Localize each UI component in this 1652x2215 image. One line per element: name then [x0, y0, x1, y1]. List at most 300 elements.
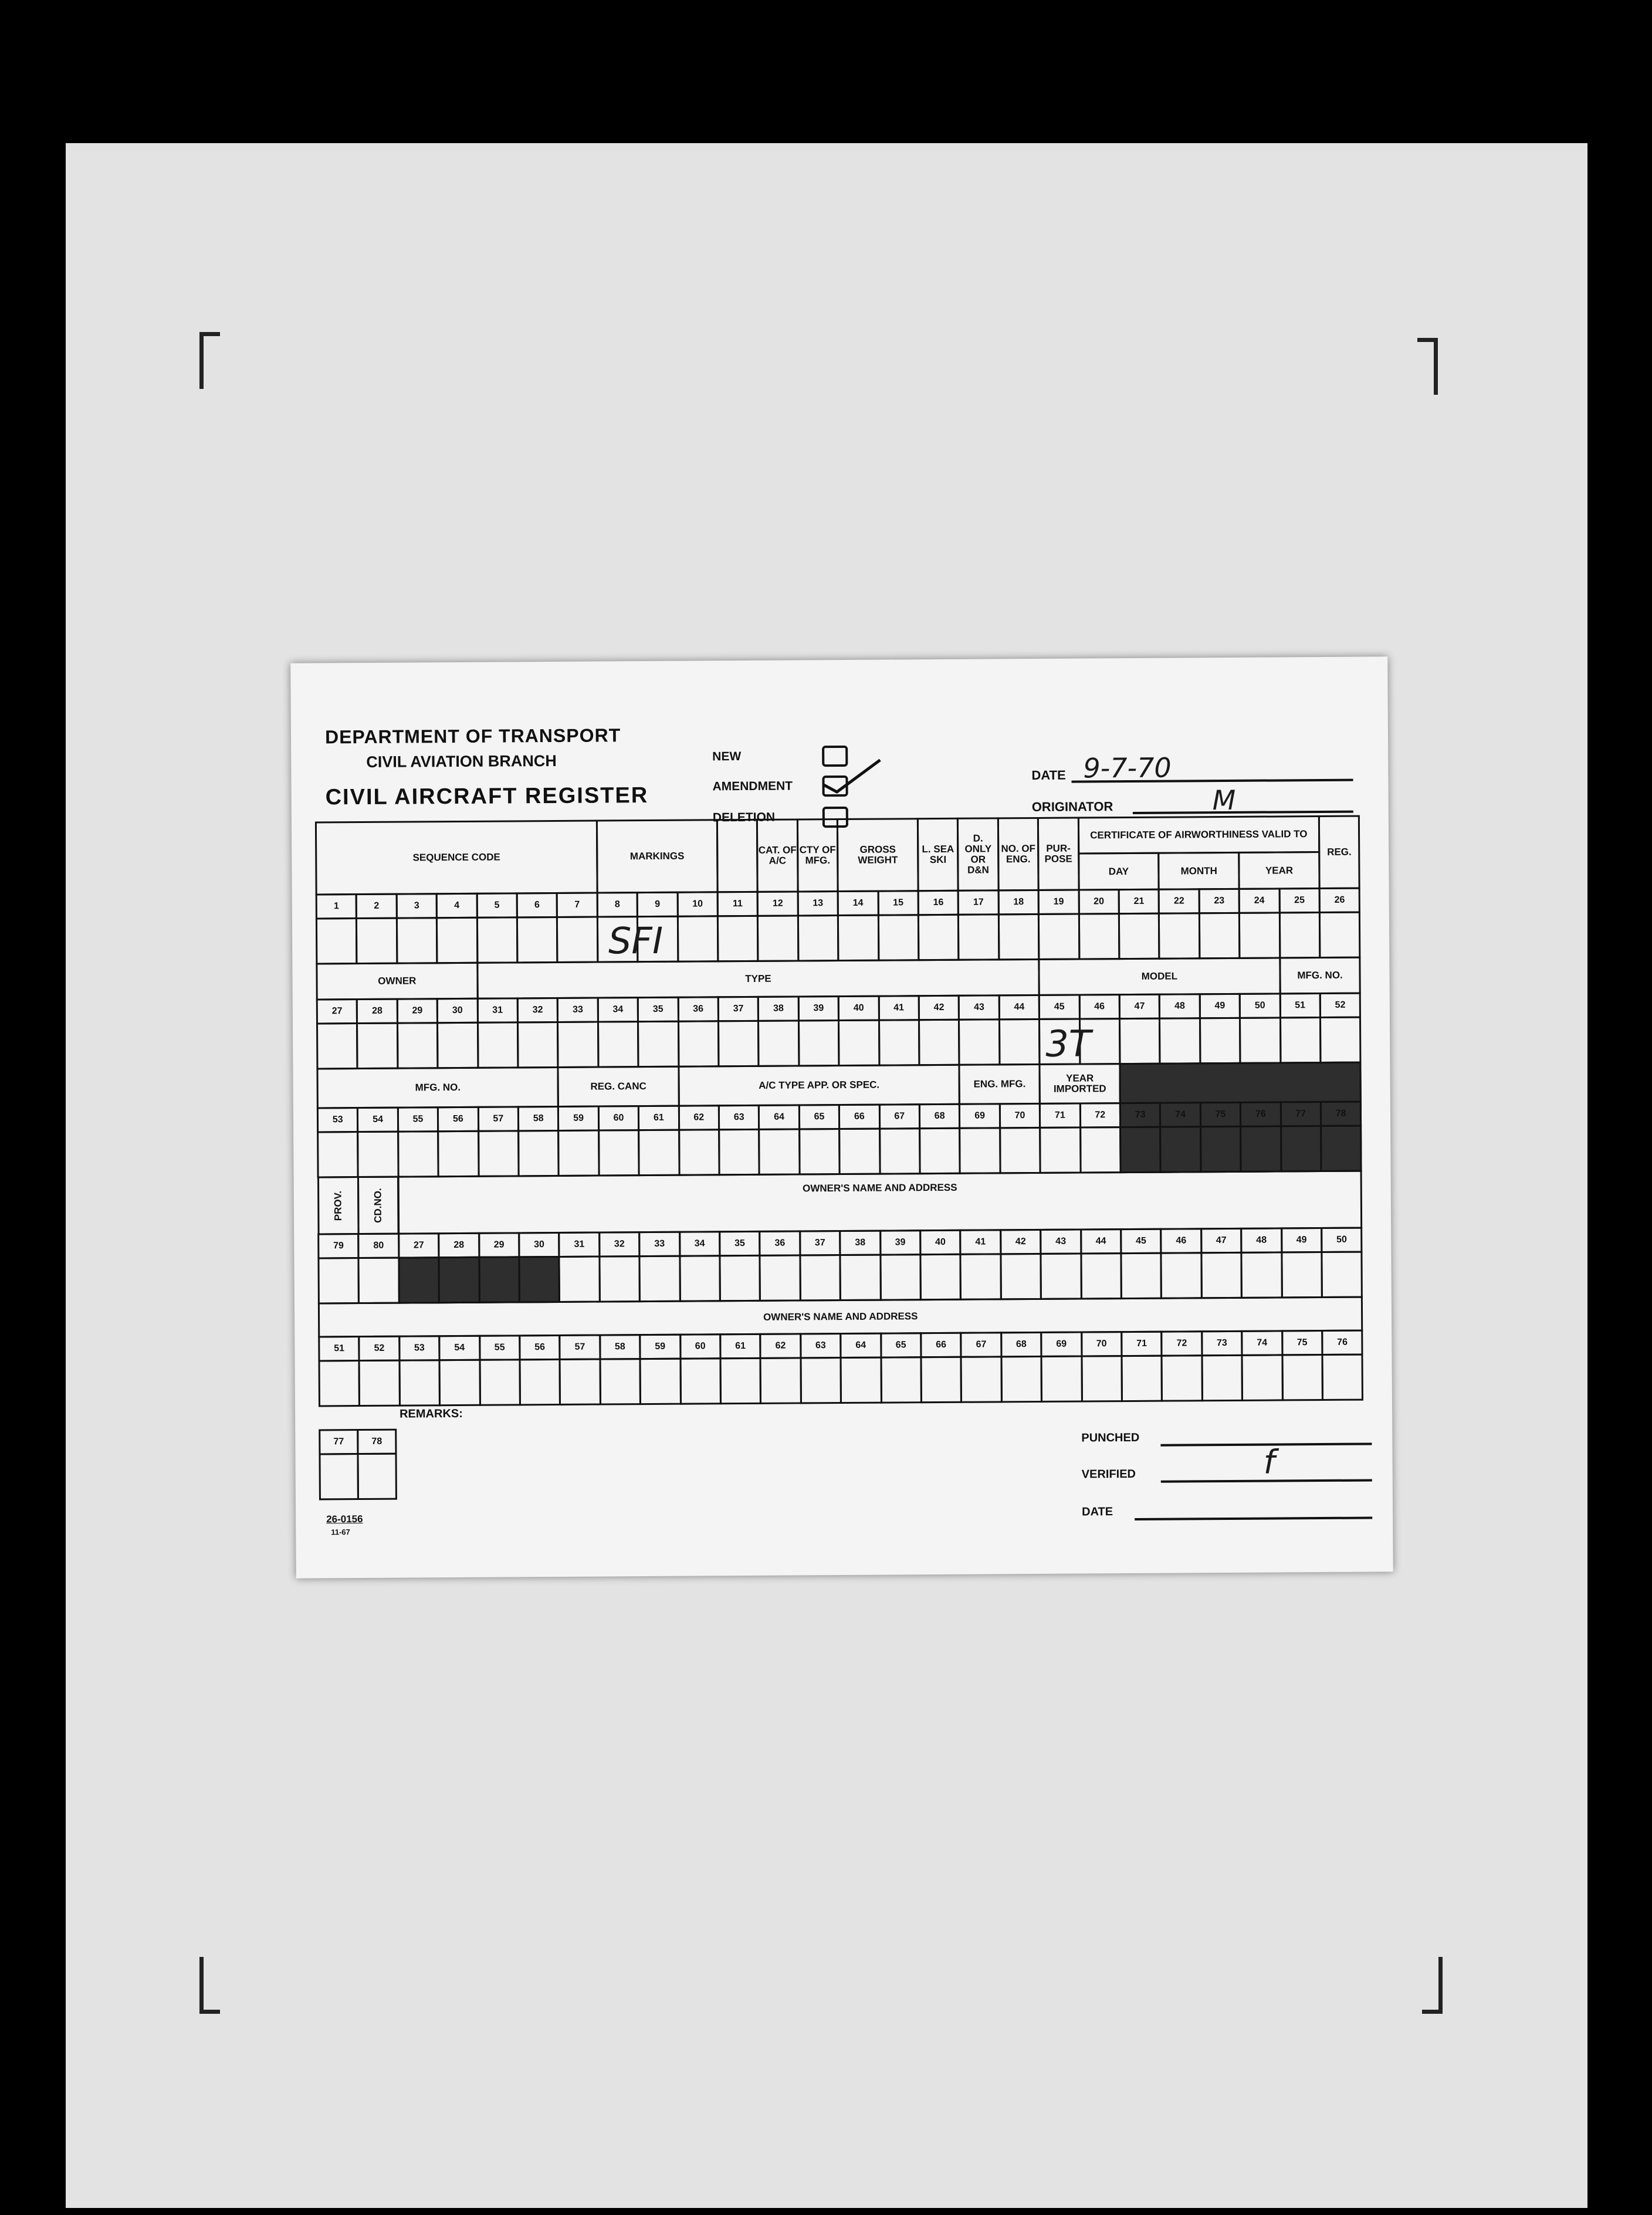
row5-number-col-57: 57: [559, 1335, 601, 1360]
row1-entry-5[interactable]: [476, 916, 518, 963]
row2-entry-22[interactable]: [1159, 1017, 1201, 1064]
row5-entry-20[interactable]: [1081, 1355, 1123, 1402]
row1-number-col-17: 17: [957, 889, 1000, 915]
row2-entry-16[interactable]: [918, 1019, 960, 1066]
row1-entry-2[interactable]: [356, 917, 398, 964]
row3-entry-1[interactable]: [317, 1131, 359, 1178]
row5-number-col-62: 62: [760, 1333, 802, 1359]
row5-entry-22[interactable]: [1161, 1354, 1203, 1401]
row4-entry-11[interactable]: [719, 1255, 761, 1302]
remarks-label: REMARKS:: [400, 1407, 463, 1421]
row5-entry-3[interactable]: [398, 1359, 441, 1406]
header-l-sea-ski: L. SEA SKI: [917, 818, 959, 892]
row5-number-col-61: 61: [719, 1333, 761, 1359]
register-title: CIVIL AIRCRAFT REGISTER: [325, 783, 649, 810]
row4-entry-1[interactable]: [317, 1257, 360, 1304]
row5-entry-25[interactable]: [1281, 1354, 1323, 1401]
row1-entry-11[interactable]: [717, 915, 759, 962]
row2-number-col-29: 29: [397, 998, 439, 1024]
row1-number-col-4: 4: [436, 893, 478, 919]
row4-entry-17[interactable]: [960, 1253, 1002, 1300]
row2-entry-17[interactable]: [958, 1018, 1000, 1065]
row4-number-col-36: 36: [759, 1230, 801, 1256]
box-78: 78: [357, 1429, 397, 1455]
row5-entry-24[interactable]: [1241, 1354, 1284, 1401]
row2-number-col-51: 51: [1279, 993, 1321, 1018]
row5-entry-21[interactable]: [1120, 1355, 1163, 1402]
row4-number-col-50: 50: [1321, 1227, 1363, 1253]
row2-entry-24[interactable]: [1239, 1017, 1281, 1064]
header-cat: CAT. OF A/C: [756, 818, 798, 892]
row5-number-col-68: 68: [1000, 1332, 1042, 1357]
row3-number-col-74: 74: [1159, 1102, 1201, 1127]
row1-entry-4[interactable]: [436, 917, 478, 964]
row5-number-col-74: 74: [1241, 1330, 1283, 1356]
row1-entry-12[interactable]: [757, 915, 799, 961]
row1-entry-19[interactable]: [1038, 913, 1080, 960]
date-label: DATE: [1031, 767, 1066, 783]
row5-entry-26[interactable]: [1321, 1354, 1363, 1401]
row4-number-col-29: 29: [478, 1232, 520, 1258]
row1-entry-24[interactable]: [1238, 912, 1281, 959]
row4-entry-3[interactable]: [398, 1256, 440, 1303]
date-footer-line: [1135, 1503, 1372, 1520]
box-77-entry[interactable]: [319, 1453, 358, 1500]
row5-number-col-56: 56: [519, 1335, 561, 1360]
row3-entry-17[interactable]: [959, 1127, 1001, 1174]
row5-number-col-70: 70: [1081, 1331, 1123, 1357]
row2-number-col-35: 35: [637, 997, 679, 1022]
row3-number-col-54: 54: [357, 1107, 399, 1133]
row2-number-col-33: 33: [557, 997, 599, 1023]
row1-number-col-22: 22: [1158, 888, 1200, 914]
option-amendment-label: AMENDMENT: [712, 779, 793, 794]
row3-entry-13[interactable]: [798, 1128, 841, 1175]
row3-number-col-67: 67: [878, 1103, 920, 1129]
originator-label: ORIGINATOR: [1031, 799, 1113, 815]
row2-entry-4[interactable]: [436, 1022, 479, 1069]
row1-number-col-10: 10: [676, 891, 719, 917]
header-day: DAY: [1078, 852, 1160, 891]
row3-entry-26[interactable]: [1320, 1125, 1362, 1172]
row5-number-col-75: 75: [1281, 1330, 1323, 1356]
row3-entry-21[interactable]: [1119, 1126, 1162, 1173]
header-no-eng: NO. OF ENG.: [997, 817, 1040, 891]
form-number: 26-0156: [326, 1513, 363, 1525]
row1-number-col-12: 12: [757, 890, 799, 916]
row1-entry-3[interactable]: [396, 917, 438, 964]
header-prov: PROV.: [317, 1176, 360, 1235]
row2-number-col-45: 45: [1038, 994, 1081, 1020]
row4-entry-20[interactable]: [1080, 1252, 1122, 1299]
header-sequence-code: SEQUENCE CODE: [315, 820, 598, 896]
row5-number-col-69: 69: [1040, 1332, 1082, 1357]
header-ac-type: A/C TYPE APP. OR SPEC.: [678, 1064, 960, 1107]
box-77: 77: [319, 1429, 358, 1455]
row4-number-col-45: 45: [1120, 1228, 1162, 1254]
row5-entry-9[interactable]: [639, 1358, 682, 1405]
row1-entry-13[interactable]: [797, 915, 839, 961]
row1-entry-26[interactable]: [1319, 912, 1361, 959]
row2-entry-8[interactable]: [597, 1021, 639, 1068]
row3-number-col-60: 60: [598, 1105, 640, 1131]
header-reg-canc: REG. CANC: [557, 1066, 680, 1108]
form-date: 11-67: [331, 1528, 350, 1537]
originator-value: M: [1212, 784, 1236, 817]
row3-number-col-62: 62: [678, 1105, 720, 1130]
row2-entry-15[interactable]: [878, 1019, 920, 1066]
row1-entry-10[interactable]: [676, 915, 719, 962]
row4-number-col-44: 44: [1080, 1228, 1122, 1254]
row2-number-col-49: 49: [1199, 993, 1241, 1019]
handwritten-model: 3T: [1045, 1022, 1091, 1065]
row3-entry-7[interactable]: [558, 1130, 600, 1177]
row3-number-col-71: 71: [1039, 1103, 1081, 1129]
header-type: TYPE: [476, 959, 1040, 1000]
header-reg: REG.: [1318, 815, 1360, 889]
row2-number-col-41: 41: [878, 995, 920, 1021]
row5-entry-12[interactable]: [760, 1357, 802, 1404]
row3-entry-24[interactable]: [1240, 1125, 1282, 1172]
row5-number-col-54: 54: [438, 1335, 480, 1361]
date-footer-label: DATE: [1082, 1505, 1113, 1519]
row1-number-col-11: 11: [717, 891, 759, 917]
row5-entry-14[interactable]: [840, 1357, 882, 1404]
row4-entry-9[interactable]: [639, 1255, 681, 1302]
row1-entry-6[interactable]: [516, 916, 558, 963]
row4-entry-13[interactable]: [799, 1254, 841, 1301]
row1-number-col-6: 6: [516, 892, 558, 918]
row1-entry-20[interactable]: [1078, 913, 1120, 960]
row2-entry-14[interactable]: [838, 1020, 880, 1066]
row5-entry-19[interactable]: [1041, 1356, 1083, 1403]
header-month: MONTH: [1158, 852, 1240, 890]
row5-entry-2[interactable]: [358, 1360, 401, 1407]
header-cd-no: CD.NO.: [357, 1176, 400, 1235]
row3-entry-12[interactable]: [759, 1128, 801, 1175]
row4-entry-2[interactable]: [358, 1257, 400, 1304]
row5-entry-8[interactable]: [599, 1358, 641, 1405]
row2-number-col-42: 42: [918, 995, 960, 1021]
row2-number-col-31: 31: [476, 997, 519, 1023]
row3-entry-8[interactable]: [598, 1129, 640, 1176]
branch-title: CIVIL AVIATION BRANCH: [366, 751, 557, 771]
row3-number-col-64: 64: [758, 1104, 800, 1130]
row4-entry-10[interactable]: [679, 1255, 721, 1302]
row4-number-col-46: 46: [1160, 1228, 1203, 1254]
row2-number-col-27: 27: [316, 998, 358, 1024]
row3-number-col-68: 68: [919, 1103, 961, 1129]
row3-entry-22[interactable]: [1159, 1126, 1201, 1173]
row4-entry-23[interactable]: [1200, 1252, 1243, 1299]
row3-number-col-65: 65: [798, 1104, 841, 1130]
row1-entry-7[interactable]: [556, 916, 598, 963]
row2-entry-1[interactable]: [316, 1022, 358, 1069]
row4-number-col-39: 39: [879, 1230, 922, 1255]
row4-entry-14[interactable]: [839, 1254, 882, 1301]
row3-entry-4[interactable]: [437, 1130, 479, 1177]
header-model: MODEL: [1038, 957, 1281, 996]
row4-number-col-27: 27: [398, 1232, 440, 1258]
row1-number-col-15: 15: [877, 890, 919, 916]
row1-number-col-8: 8: [596, 892, 638, 917]
row2-entry-23[interactable]: [1199, 1017, 1241, 1064]
row4-entry-21[interactable]: [1120, 1252, 1162, 1299]
row4-number-col-41: 41: [960, 1229, 1002, 1255]
header-shaded-block: [1119, 1062, 1362, 1105]
row3-entry-6[interactable]: [517, 1130, 560, 1177]
row4-number-col-30: 30: [518, 1232, 560, 1258]
row2-entry-5[interactable]: [477, 1021, 519, 1068]
row5-entry-23[interactable]: [1201, 1354, 1243, 1401]
row1-number-col-5: 5: [476, 892, 518, 918]
row4-number-col-28: 28: [438, 1232, 480, 1258]
handwritten-markings: SFI: [608, 919, 663, 963]
row4-entry-18[interactable]: [1000, 1253, 1042, 1300]
row4-number-col-31: 31: [558, 1232, 601, 1258]
row5-entry-13[interactable]: [800, 1357, 842, 1404]
row3-number-col-63: 63: [718, 1105, 760, 1130]
header-year: YEAR: [1238, 851, 1320, 890]
row2-number-col-36: 36: [677, 996, 719, 1022]
row3-entry-16[interactable]: [919, 1127, 961, 1174]
row5-entry-17[interactable]: [960, 1356, 1003, 1403]
row2-number-col-48: 48: [1159, 993, 1201, 1019]
row2-entry-9[interactable]: [637, 1021, 679, 1068]
row4-number-col-34: 34: [679, 1231, 721, 1256]
row3-entry-3[interactable]: [397, 1130, 439, 1177]
row2-number-col-40: 40: [838, 995, 880, 1021]
row1-number-col-20: 20: [1078, 889, 1120, 915]
row1-entry-16[interactable]: [918, 914, 960, 961]
row5-number-col-67: 67: [960, 1332, 1003, 1357]
register-card: [290, 656, 1393, 1578]
row4-entry-24[interactable]: [1241, 1251, 1283, 1298]
row3-number-col-58: 58: [517, 1106, 560, 1132]
row2-entry-26[interactable]: [1319, 1017, 1362, 1064]
row3-entry-5[interactable]: [478, 1130, 520, 1177]
row3-entry-25[interactable]: [1280, 1125, 1322, 1172]
row2-entry-10[interactable]: [678, 1020, 720, 1067]
row5-number-col-53: 53: [398, 1335, 441, 1361]
row2-number-col-30: 30: [436, 998, 479, 1024]
row1-number-col-3: 3: [395, 893, 438, 919]
row5-entry-4[interactable]: [439, 1359, 481, 1406]
option-new-label: NEW: [712, 750, 742, 764]
row4-number-col-40: 40: [919, 1230, 962, 1255]
row4-number-col-43: 43: [1040, 1229, 1082, 1255]
row1-number-col-7: 7: [556, 892, 598, 918]
row3-number-col-55: 55: [397, 1106, 439, 1132]
row1-entry-25[interactable]: [1278, 912, 1321, 959]
row2-entry-11[interactable]: [717, 1020, 760, 1067]
crop-mark-top-left: [199, 332, 220, 389]
row5-entry-7[interactable]: [559, 1359, 601, 1405]
row3-number-col-73: 73: [1119, 1102, 1162, 1128]
row1-number-col-2: 2: [356, 893, 398, 919]
crop-mark-top-right: [1417, 338, 1438, 395]
row4-entry-6[interactable]: [518, 1256, 560, 1303]
row3-entry-18[interactable]: [999, 1127, 1041, 1174]
row3-entry-19[interactable]: [1039, 1127, 1081, 1174]
row2-entry-3[interactable]: [397, 1022, 439, 1069]
row5-number-col-58: 58: [599, 1334, 641, 1360]
box-78-entry[interactable]: [357, 1453, 397, 1500]
row2-number-col-46: 46: [1078, 994, 1120, 1020]
row2-entry-21[interactable]: [1119, 1018, 1161, 1065]
row4-entry-7[interactable]: [558, 1256, 601, 1303]
row5-entry-18[interactable]: [1000, 1356, 1042, 1403]
row4-number-col-48: 48: [1240, 1227, 1282, 1253]
row3-entry-11[interactable]: [718, 1129, 760, 1176]
row4-number-col-38: 38: [839, 1230, 881, 1256]
row2-number-col-47: 47: [1119, 994, 1161, 1020]
row5-number-col-71: 71: [1120, 1331, 1163, 1357]
originator-line: [1133, 798, 1353, 814]
row4-entry-15[interactable]: [879, 1254, 922, 1300]
header-d-only: D. ONLY OR D&N: [957, 817, 999, 891]
row3-entry-2[interactable]: [357, 1131, 400, 1178]
crop-mark-bottom-right: [1422, 1957, 1443, 2014]
row1-entry-23[interactable]: [1199, 912, 1241, 959]
header-owner: OWNER: [316, 962, 478, 1001]
row4-number-col-32: 32: [598, 1231, 641, 1257]
row4-number-col-35: 35: [719, 1231, 761, 1256]
row4-entry-26[interactable]: [1321, 1251, 1363, 1298]
row5-number-col-64: 64: [839, 1333, 882, 1359]
row4-entry-4[interactable]: [438, 1256, 480, 1303]
row3-entry-20[interactable]: [1079, 1126, 1122, 1173]
row3-entry-10[interactable]: [678, 1129, 720, 1176]
row1-number-col-19: 19: [1038, 889, 1080, 915]
row4-entry-5[interactable]: [478, 1256, 520, 1303]
row3-number-col-76: 76: [1240, 1101, 1282, 1127]
row1-entry-22[interactable]: [1158, 912, 1200, 959]
row5-number-col-73: 73: [1201, 1330, 1243, 1356]
row5-number-col-51: 51: [318, 1336, 360, 1361]
row4-number-col-79: 79: [317, 1233, 360, 1259]
verified-label: VERIFIED: [1081, 1467, 1136, 1481]
row2-number-col-32: 32: [517, 997, 559, 1023]
row1-number-col-23: 23: [1198, 888, 1240, 914]
row3-entry-9[interactable]: [638, 1129, 680, 1176]
row1-number-col-16: 16: [918, 890, 960, 916]
row3-entry-15[interactable]: [879, 1127, 921, 1174]
row3-entry-23[interactable]: [1200, 1126, 1242, 1173]
row3-number-col-57: 57: [477, 1106, 519, 1132]
row3-number-col-66: 66: [838, 1104, 881, 1130]
header-owner-name-1: OWNER'S NAME AND ADDRESS: [397, 1170, 1362, 1235]
row1-number-col-26: 26: [1319, 888, 1361, 913]
row4-number-col-33: 33: [638, 1231, 681, 1257]
row4-number-col-47: 47: [1200, 1228, 1243, 1254]
row1-entry-14[interactable]: [837, 915, 879, 961]
header-markings: MARKINGS: [596, 819, 719, 893]
row4-entry-12[interactable]: [759, 1254, 801, 1301]
row5-number-col-52: 52: [358, 1336, 401, 1361]
row1-entry-17[interactable]: [957, 913, 1000, 960]
row4-number-col-49: 49: [1281, 1227, 1323, 1253]
row5-entry-1[interactable]: [319, 1360, 361, 1407]
row4-number-col-80: 80: [358, 1233, 400, 1259]
row5-number-col-59: 59: [639, 1334, 681, 1360]
row5-entry-6[interactable]: [519, 1359, 561, 1405]
row2-number-col-43: 43: [958, 994, 1000, 1020]
row3-entry-14[interactable]: [838, 1128, 881, 1175]
row1-number-col-18: 18: [997, 889, 1040, 915]
row5-number-col-60: 60: [679, 1333, 722, 1359]
header-certificate: CERTIFICATE OF AIRWORTHINESS VALID TO: [1077, 815, 1320, 855]
row2-number-col-39: 39: [798, 995, 840, 1021]
header-year-imported: YEAR IMPORTED: [1039, 1063, 1121, 1105]
row5-number-col-76: 76: [1321, 1330, 1363, 1356]
header-cty: CTY OF MFG.: [797, 818, 839, 892]
row4-entry-16[interactable]: [919, 1254, 962, 1300]
row2-number-col-28: 28: [356, 998, 398, 1024]
row5-number-col-63: 63: [800, 1333, 842, 1359]
header-mfg-no-top: MFG. NO.: [1279, 957, 1361, 995]
row2-number-col-34: 34: [597, 997, 639, 1022]
row2-entry-13[interactable]: [798, 1020, 840, 1066]
row5-number-col-55: 55: [479, 1335, 521, 1360]
row3-number-col-70: 70: [999, 1103, 1041, 1129]
row5-number-col-72: 72: [1161, 1330, 1203, 1356]
row3-number-col-56: 56: [437, 1106, 479, 1132]
header-owner-name-2: OWNER'S NAME AND ADDRESS: [318, 1296, 1363, 1338]
row2-entry-12[interactable]: [757, 1020, 800, 1066]
row4-entry-22[interactable]: [1160, 1252, 1203, 1299]
row2-entry-7[interactable]: [557, 1021, 599, 1068]
row3-number-col-61: 61: [638, 1105, 680, 1131]
row2-entry-6[interactable]: [517, 1021, 559, 1068]
row4-entry-19[interactable]: [1040, 1253, 1082, 1300]
row5-entry-11[interactable]: [719, 1357, 761, 1404]
department-title: DEPARTMENT OF TRANSPORT: [324, 724, 621, 748]
row2-number-col-44: 44: [998, 994, 1041, 1020]
row5-entry-5[interactable]: [479, 1359, 521, 1405]
row5-entry-10[interactable]: [679, 1357, 722, 1404]
row1-entry-21[interactable]: [1118, 913, 1160, 960]
row2-number-col-37: 37: [717, 996, 760, 1022]
row2-entry-25[interactable]: [1279, 1017, 1322, 1064]
crop-mark-bottom-left: [199, 1957, 220, 2014]
row1-number-col-14: 14: [837, 890, 879, 916]
row4-entry-25[interactable]: [1281, 1251, 1323, 1298]
row4-entry-8[interactable]: [598, 1255, 641, 1302]
row2-entry-2[interactable]: [356, 1022, 398, 1069]
row1-entry-15[interactable]: [877, 914, 919, 961]
header-purpose: PUR- POSE: [1037, 817, 1079, 891]
header-gross-weight: GROSS WEIGHT: [837, 818, 919, 892]
header-mfg-no: MFG. NO.: [316, 1066, 559, 1109]
punched-label: PUNCHED: [1081, 1431, 1140, 1445]
row2-entry-18[interactable]: [998, 1018, 1041, 1065]
row1-number-col-21: 21: [1118, 889, 1160, 915]
row1-entry-1[interactable]: [316, 917, 358, 964]
row5-number-col-66: 66: [920, 1332, 962, 1358]
row4-number-col-42: 42: [1000, 1229, 1042, 1255]
row2-number-col-52: 52: [1319, 993, 1362, 1018]
row3-number-col-78: 78: [1320, 1101, 1362, 1127]
row3-number-col-72: 72: [1079, 1102, 1121, 1128]
row1-entry-18[interactable]: [998, 913, 1040, 960]
row5-entry-15[interactable]: [880, 1356, 922, 1403]
checkmark-icon: [819, 757, 883, 801]
row1-number-col-1: 1: [316, 893, 358, 919]
row5-number-col-65: 65: [880, 1332, 922, 1358]
row5-entry-16[interactable]: [920, 1356, 962, 1403]
row1-number-col-9: 9: [637, 892, 679, 917]
